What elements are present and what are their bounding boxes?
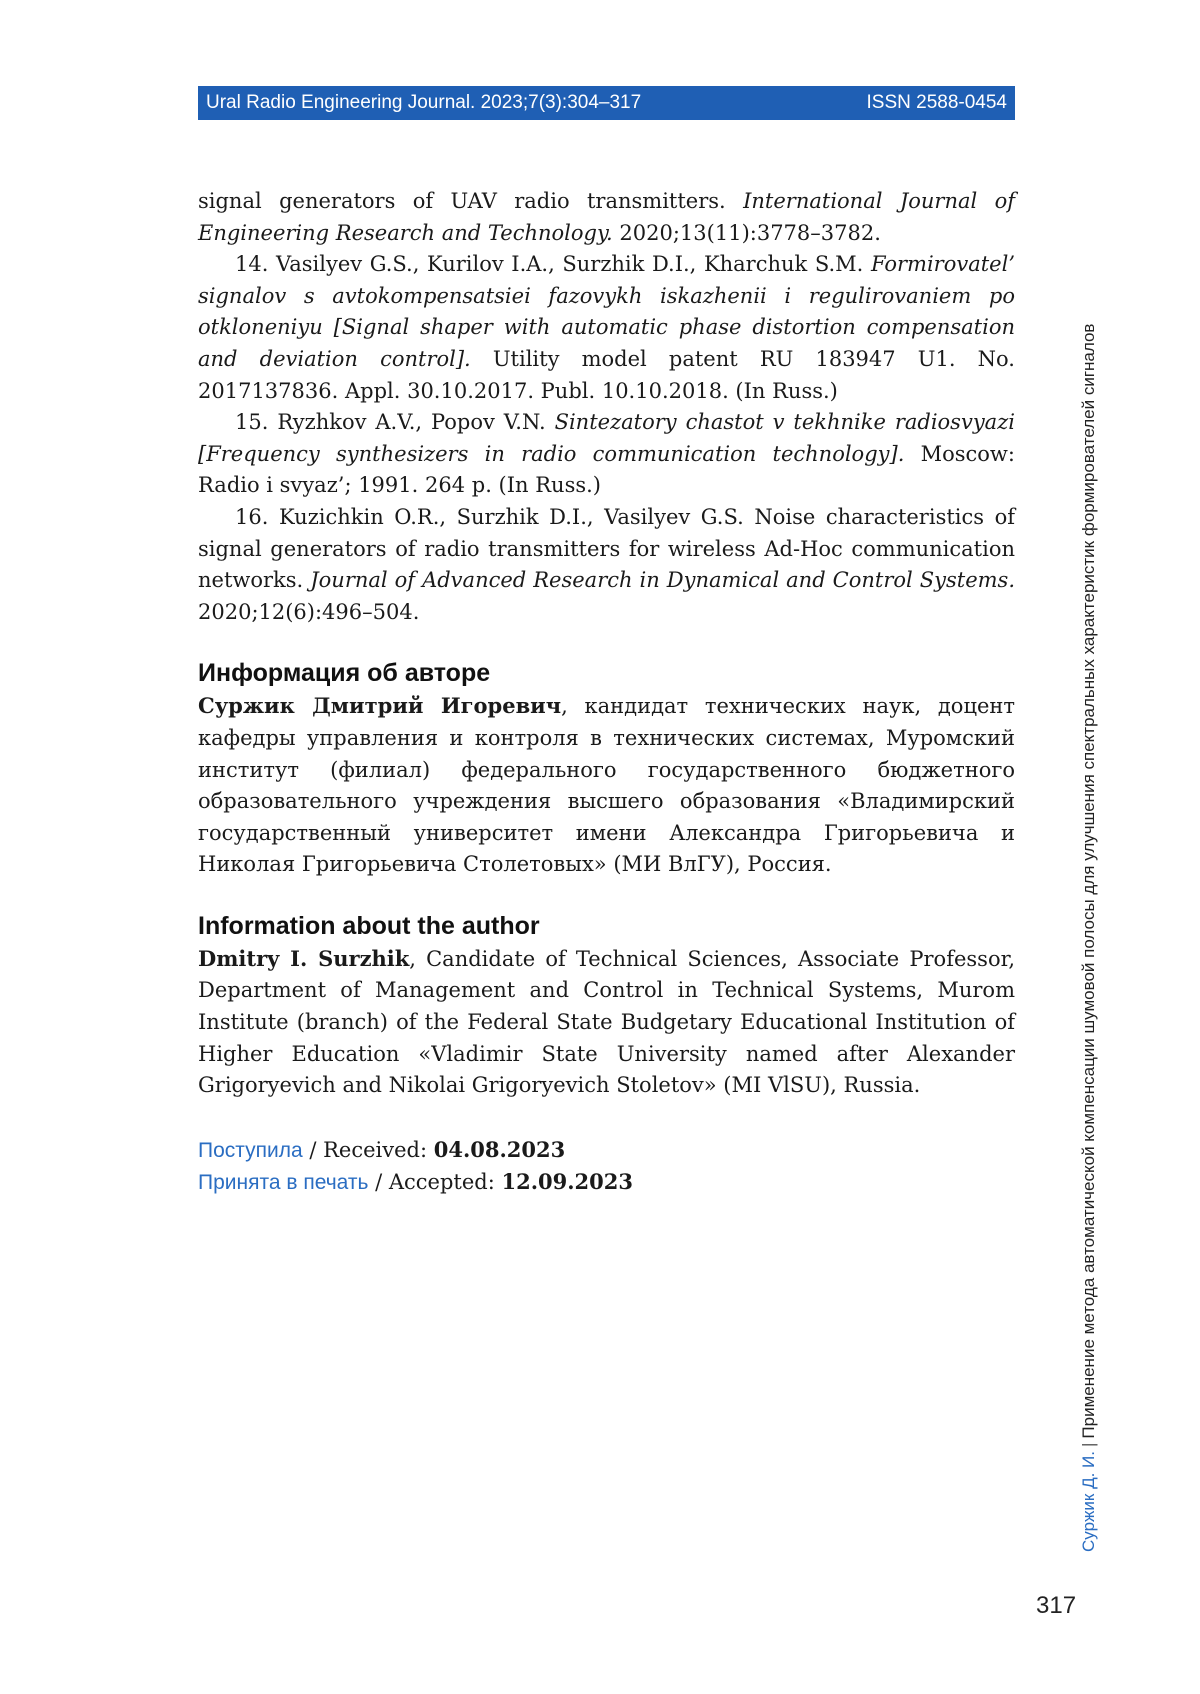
page-number: 317 <box>1036 1592 1076 1620</box>
reference-lead: 14. Vasilyev G.S., Kurilov I.A., Surzhik D.I., Kharchuk S.M. <box>235 252 871 276</box>
journal-header-bar <box>198 86 1015 120</box>
author-info-heading-en: Information about the author <box>198 909 1015 943</box>
author-name-ru: Суржик Дмитрий Игоревич <box>198 693 561 718</box>
reference-tail: Utility model patent RU 183947 U1. No. 2017137836. Appl. 30.10.2017. Publ. 10.10.2018. (In Russ.) <box>198 347 1015 403</box>
reference-16 <box>198 502 1015 628</box>
author-details-en: , Candidate of Technical Sciences, Associate Professor, Department of Management and Control in Technical Systems, Murom Institute (branch) of the Federal State Budgetary Educational Institution of Higher Education «Vladimir State University named after Alexander Grigoryevich and Nikolai Grigoryevich Stoletov» (MI VlSU), Russia. <box>198 947 1015 1097</box>
received-label-en: / Received: <box>303 1138 434 1162</box>
author-info-heading-ru: Информация об авторе <box>198 656 1015 690</box>
reference-tail: 2020;12(6):496–504. <box>198 600 419 624</box>
author-name-en: Dmitry I. Surzhik <box>198 946 409 971</box>
reference-tail: 2020;13(11):3778–3782. <box>613 221 881 245</box>
author-info-en <box>198 943 1015 1102</box>
side-separator: | <box>1079 1443 1098 1447</box>
reference-title: Journal of Advanced Research in Dynamical and Control Systems. <box>310 568 1015 592</box>
author-details-ru: , кандидат технических наук, доцент кафедры управления и контроля в технических системах, Муромский институт (филиал) федерального государственного бюджетного образовательного учреждения высшего образования «Владимирский государственный университет имени Александра Григорьевича и Николая Григорьевича Столетовых» (МИ ВлГУ), Россия. <box>198 694 1015 876</box>
main-content <box>198 186 1015 1199</box>
side-article-title: Применение метода автоматической компенсации шумовой полосы для улучшения спектральных характеристик формирователей сигналов <box>1079 324 1098 1439</box>
side-author: Суржик Д. И. <box>1079 1451 1098 1552</box>
accepted-label-en: / Accepted: <box>368 1170 501 1194</box>
reference-13-continued <box>198 186 1015 249</box>
reference-title: Formirovatel’ signalov s avtokompensatsiei fazovykh iskazhenii i regulirovaniem po otkloneniyu [Signal shaper with automatic phase distortion compensation and deviation control]. <box>198 252 1015 371</box>
reference-lead: 15. Ryzhkov A.V., Popov V.N. <box>235 410 555 434</box>
reference-15 <box>198 407 1015 502</box>
submission-dates <box>198 1134 1015 1199</box>
accepted-label-ru: Принята в печать <box>198 1171 368 1194</box>
accepted-date <box>198 1166 1015 1199</box>
journal-citation: Ural Radio Engineering Journal. 2023;7(3):304–317 <box>206 92 641 114</box>
accepted-value: 12.09.2023 <box>501 1169 633 1194</box>
reference-14 <box>198 249 1015 407</box>
reference-lead: signal generators of UAV radio transmitters. <box>198 189 743 213</box>
reference-tail: Moscow: Radio i svyaz’; 1991. 264 p. (In Russ.) <box>198 442 1015 498</box>
author-info-ru <box>198 690 1015 881</box>
issn: ISSN 2588-0454 <box>867 92 1008 114</box>
reference-title: International Journal of Engineering Research and Technology. <box>198 189 1015 245</box>
received-value: 04.08.2023 <box>434 1137 566 1162</box>
received-label-ru: Поступила <box>198 1139 303 1162</box>
side-running-title <box>1079 312 1099 1552</box>
received-date <box>198 1134 1015 1167</box>
reference-lead: 16. Kuzichkin O.R., Surzhik D.I., Vasilyev G.S. Noise characteristics of signal generators of radio transmitters for wireless Ad-Hoc communication networks. <box>198 505 1015 592</box>
reference-title: Sintezatory chastot v tekhnike radiosvyazi [Frequency synthesizers in radio communication technology]. <box>198 410 1015 466</box>
